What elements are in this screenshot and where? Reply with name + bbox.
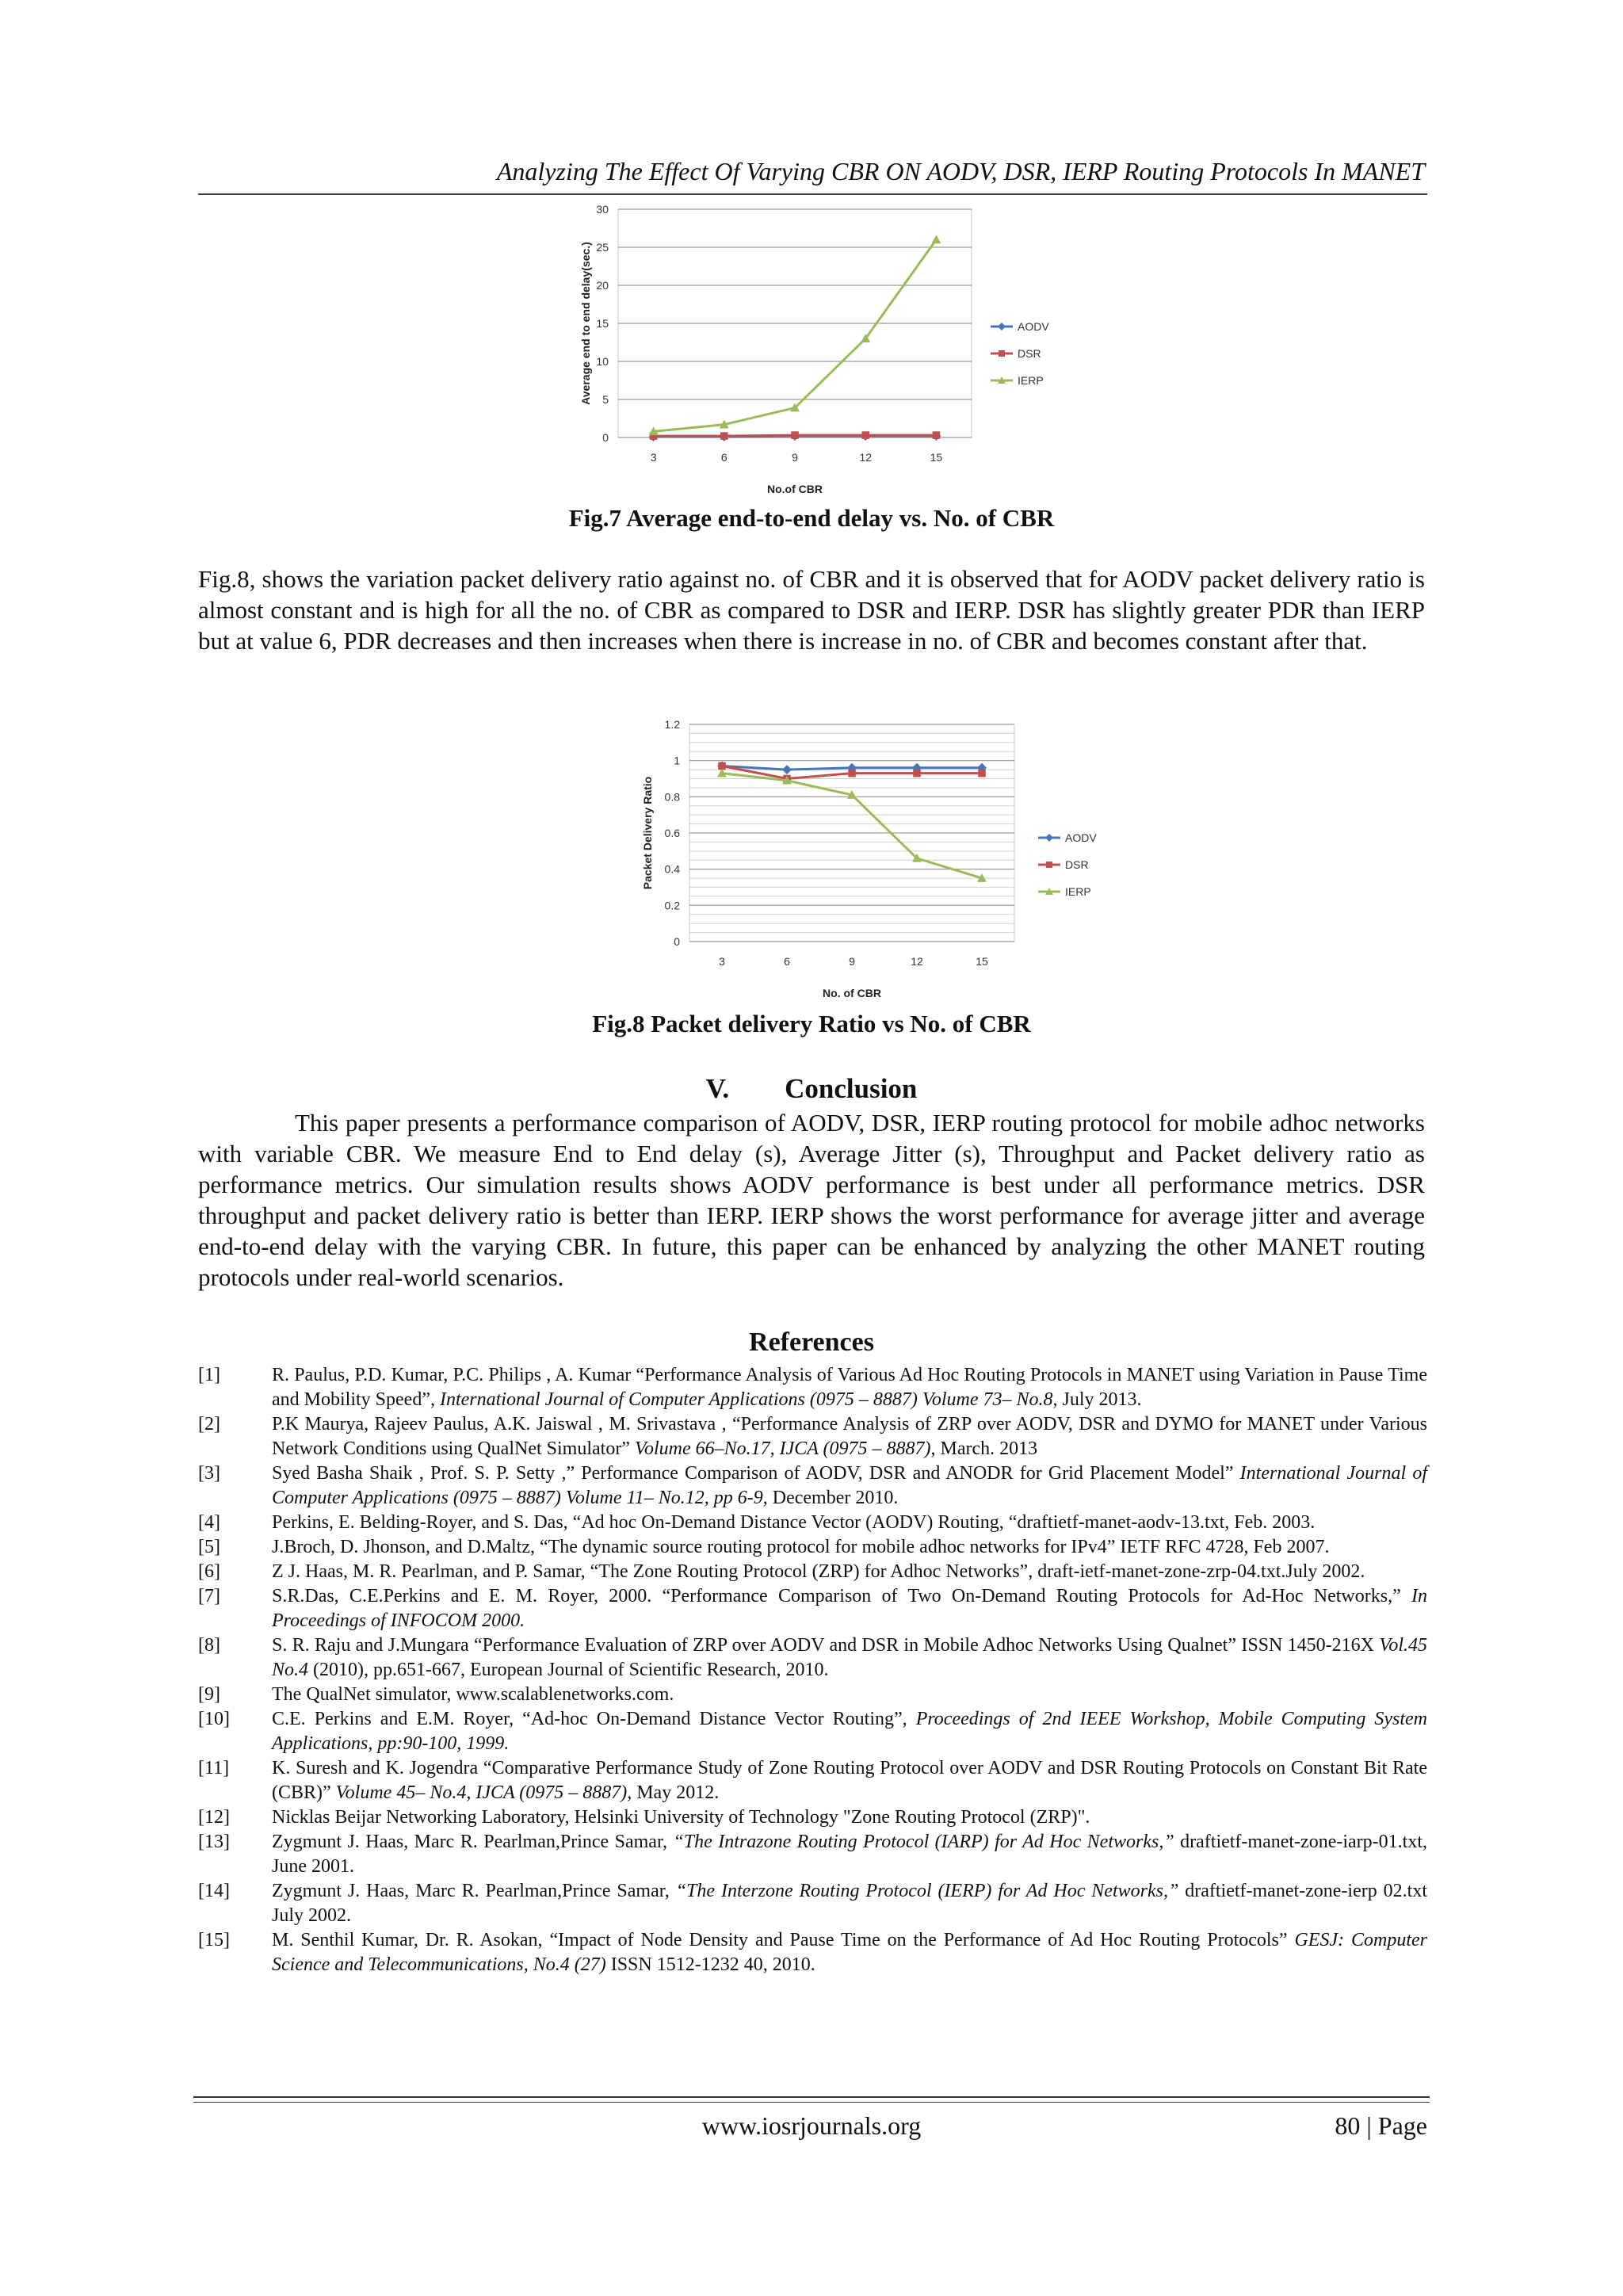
reference-italic: “The Interzone Routing Protocol (IERP) for Ad Hoc Networks,” xyxy=(675,1881,1179,1901)
reference-item xyxy=(198,1830,1427,1879)
reference-tail: July 2013. xyxy=(1057,1389,1142,1410)
reference-italic: Volume 66–No.17, IJCA (0975 – 8887), xyxy=(634,1438,936,1459)
reference-text: J.Broch, D. Jhonson, and D.Maltz, “The dynamic source routing protocol for mobile adhoc networks for IPv4” IETF RFC 4728, Feb 2007. xyxy=(272,1537,1330,1557)
y-tick-label: 0 xyxy=(674,935,680,948)
fig8-chart xyxy=(634,713,1125,1008)
y-tick-label: 25 xyxy=(596,241,609,254)
x-tick-label: 9 xyxy=(849,955,855,968)
x-tick-label: 6 xyxy=(784,955,790,968)
data-point-marker xyxy=(998,323,1006,330)
y-tick-label: 0.2 xyxy=(664,899,680,912)
reference-number: [2] xyxy=(198,1414,220,1435)
reference-text: Zygmunt J. Haas, Marc R. Pearlman,Prince Samar, xyxy=(272,1832,674,1852)
x-tick-label: 6 xyxy=(720,451,727,464)
reference-italic: “The Intrazone Routing Protocol (IARP) for Ad Hoc Networks,” xyxy=(673,1832,1174,1852)
legend-label: AODV xyxy=(1018,320,1049,333)
data-point-marker xyxy=(978,770,986,777)
reference-item xyxy=(198,1928,1427,1977)
reference-italic: International Journal of Computer Applications (0975 – 8887) Volume 11– No.12, pp 6-9, xyxy=(272,1463,1428,1508)
reference-item xyxy=(198,1511,1427,1535)
references-heading: References xyxy=(749,1328,874,1357)
reference-item xyxy=(198,1683,1427,1707)
x-tick-label: 15 xyxy=(930,451,943,464)
data-point-marker xyxy=(791,431,799,439)
reference-tail: (2010), pp.651-667, European Journal of Scientific Research, 2010. xyxy=(308,1660,829,1680)
reference-number: [7] xyxy=(198,1586,220,1606)
fig7-chart xyxy=(571,200,1078,505)
x-axis-title: No. of CBR xyxy=(823,987,881,999)
reference-number: [4] xyxy=(198,1512,220,1533)
section-title: Conclusion xyxy=(785,1073,918,1104)
legend-label: AODV xyxy=(1065,831,1097,844)
footer-rule-thin xyxy=(193,2102,1430,2103)
reference-item xyxy=(198,1879,1427,1928)
y-tick-label: 1.2 xyxy=(664,718,680,731)
reference-number: [15] xyxy=(198,1930,230,1950)
reference-text: Nicklas Beijar Networking Laboratory, Helsinki University of Technology "Zone Routing Protocol (ZRP)". xyxy=(272,1807,1090,1828)
y-tick-label: 1 xyxy=(674,754,680,767)
data-point-marker xyxy=(861,431,869,439)
reference-text: Perkins, E. Belding-Royer, and S. Das, “Ad hoc On-Demand Distance Vector (AODV) Routing, “draftietf-manet-aodv-13.txt, Feb. 2003. xyxy=(272,1512,1316,1533)
footer-page-number: 80 | Page xyxy=(1335,2111,1427,2140)
reference-text: S.R.Das, C.E.Perkins and E. M. Royer, 2000. “Performance Comparison of Two On-Demand Routing Protocols for Ad-Hoc Networks,” xyxy=(272,1586,1411,1606)
reference-tail: December 2010. xyxy=(767,1488,899,1508)
reference-text: C.E. Perkins and E.M. Royer, “Ad-hoc On-Demand Distance Vector Routing”, xyxy=(272,1709,916,1729)
x-tick-label: 12 xyxy=(911,955,923,968)
section-number: V. xyxy=(705,1073,730,1104)
reference-number: [5] xyxy=(198,1537,220,1557)
reference-item xyxy=(198,1584,1427,1633)
legend-label: IERP xyxy=(1065,885,1091,898)
reference-number: [10] xyxy=(198,1709,230,1729)
reference-item xyxy=(198,1412,1427,1461)
reference-number: [3] xyxy=(198,1463,220,1484)
y-tick-label: 0 xyxy=(602,431,609,444)
reference-item xyxy=(198,1461,1427,1511)
x-axis-title: No.of CBR xyxy=(767,483,823,495)
reference-text: P.K Maurya, Rajeev Paulus, A.K. Jaiswal , M. Srivastava , “Performance Analysis of ZRP over AODV, DSR and DYMO for MANET under Various Network Conditions using QualNet Simulator” xyxy=(272,1414,1427,1459)
y-tick-label: 0.4 xyxy=(664,862,680,876)
reference-number: [13] xyxy=(198,1832,230,1852)
legend-label: IERP xyxy=(1018,374,1044,387)
footer-url: www.iosrjournals.org xyxy=(701,2111,922,2140)
y-tick-label: 5 xyxy=(602,393,609,406)
x-tick-label: 3 xyxy=(650,451,657,464)
reference-text: M. Senthil Kumar, Dr. R. Asokan, “Impact of Node Density and Pause Time on the Performance of Ad Hoc Routing Protocols” xyxy=(272,1930,1295,1950)
data-point-marker xyxy=(1046,861,1052,868)
data-point-marker xyxy=(848,770,856,777)
y-axis-title: Average end to end delay(sec.) xyxy=(579,242,592,405)
legend-label: DSR xyxy=(1065,858,1089,871)
reference-italic: International Journal of Computer Applications (0975 – 8887) Volume 73– No.8, xyxy=(439,1389,1058,1410)
fig7-caption: Fig.7 Average end-to-end delay vs. No. of CBR xyxy=(568,504,1055,532)
reference-italic: Proceedings of 2nd IEEE Workshop, Mobile Computing System Applications, pp:90-100, 1999. xyxy=(272,1709,1427,1754)
fig8-svg xyxy=(634,713,1125,1008)
reference-text: S. R. Raju and J.Mungara “Performance Evaluation of ZRP over AODV and DSR in Mobile Adhoc Networks Using Qualnet” ISSN 1450-216X xyxy=(272,1635,1380,1656)
running-head: Analyzing The Effect Of Varying CBR ON AODV, DSR, IERP Routing Protocols In MANET xyxy=(496,157,1425,185)
y-axis-title: Packet Delivery Ratio xyxy=(641,776,654,890)
reference-tail: ISSN 1512-1232 40, 2010. xyxy=(605,1954,815,1975)
data-point-marker xyxy=(1045,834,1053,842)
reference-item xyxy=(198,1756,1427,1805)
reference-text: Z J. Haas, M. R. Pearlman, and P. Samar, “The Zone Routing Protocol (ZRP) for Adhoc Networks”, draft-ietf-manet-zone-zrp-04.txt.July 2002. xyxy=(272,1561,1365,1582)
reference-number: [9] xyxy=(198,1684,220,1705)
footer-rule xyxy=(193,2096,1430,2098)
conclusion-paragraph: This paper presents a performance comparison of AODV, DSR, IERP routing protocol for mobile adhoc networks with variable CBR. We measure End to End delay (s), Average Jitter (s), Throughput and Packet delivery ratio as performance metrics. Our simulation results shows AODV performance is best under all performance metrics. DSR throughput and packet delivery ratio is better than IERP. IERP shows the worst performance for average jitter and average end-to-end delay with the varying CBR. In future, this paper can be enhanced by analyzing the other MANET routing protocols under real-world scenarios. xyxy=(198,1109,1425,1291)
reference-number: [12] xyxy=(198,1807,230,1828)
reference-tail: draftietf-manet-zone-ierp 02.txt July 2002. xyxy=(272,1881,1428,1926)
reference-item xyxy=(198,1535,1427,1560)
fig8-caption: Fig.8 Packet delivery Ratio vs No. of CBR xyxy=(592,1010,1031,1037)
references-list xyxy=(198,1363,1427,1977)
legend-label: DSR xyxy=(1018,347,1041,360)
reference-number: [1] xyxy=(198,1365,220,1385)
reference-text: The QualNet simulator, www.scalablenetworks.com. xyxy=(272,1684,674,1705)
y-tick-label: 0.8 xyxy=(664,790,680,804)
reference-text: Syed Basha Shaik , Prof. S. P. Setty ,” Performance Comparison of AODV, DSR and ANODR for Grid Placement Model” xyxy=(272,1463,1240,1484)
reference-item xyxy=(198,1560,1427,1584)
reference-tail: draftietf-manet-zone-iarp-01.txt, June 2001. xyxy=(272,1832,1427,1877)
reference-item xyxy=(198,1707,1427,1756)
reference-number: [6] xyxy=(198,1561,220,1582)
data-point-marker xyxy=(720,432,728,440)
reference-italic: Vol.45 No.4 xyxy=(272,1635,1427,1680)
y-tick-label: 0.6 xyxy=(664,827,680,839)
reference-number: [11] xyxy=(198,1758,230,1778)
fig7-svg xyxy=(571,200,1078,505)
y-tick-label: 15 xyxy=(596,317,609,330)
reference-number: [8] xyxy=(198,1635,220,1656)
header-rule xyxy=(198,193,1427,195)
fig8-paragraph: Fig.8, shows the variation packet delivery ratio against no. of CBR and it is observed that for AODV packet delivery ratio is almost constant and is high for all the no. of CBR as compared to DSR and IERP. DSR has slightly greater PDR than IERP but at value 6, PDR decreases and then increases when there is increase in no. of CBR and becomes constant after that. xyxy=(198,565,1425,655)
reference-number: [14] xyxy=(198,1881,230,1901)
data-point-marker xyxy=(913,770,921,777)
data-point-marker xyxy=(999,350,1005,357)
reference-tail: May 2012. xyxy=(632,1782,720,1803)
reference-item xyxy=(198,1633,1427,1683)
x-tick-label: 9 xyxy=(792,451,798,464)
y-tick-label: 30 xyxy=(596,203,609,216)
reference-tail: March. 2013 xyxy=(935,1438,1038,1459)
reference-text: Zygmunt J. Haas, Marc R. Pearlman,Prince Samar, xyxy=(272,1881,676,1901)
reference-italic: GESJ: Computer Science and Telecommunications, No.4 (27) xyxy=(272,1930,1428,1975)
reference-item xyxy=(198,1363,1427,1412)
reference-italic: In Proceedings of INFOCOM 2000. xyxy=(272,1586,1427,1631)
x-tick-label: 15 xyxy=(976,955,988,968)
data-point-marker xyxy=(933,431,941,439)
x-tick-label: 3 xyxy=(719,955,725,968)
reference-text: R. Paulus, P.D. Kumar, P.C. Philips , A. Kumar “Performance Analysis of Various Ad Hoc Routing Protocols in MANET using Variation in Pause Time and Mobility Speed”, xyxy=(272,1365,1427,1410)
x-tick-label: 12 xyxy=(859,451,872,464)
reference-text: K. Suresh and K. Jogendra “Comparative Performance Study of Zone Routing Protocol over AODV and DSR Routing Protocols on Constant Bit Rate (CBR)” xyxy=(272,1758,1427,1803)
y-tick-label: 10 xyxy=(596,355,609,368)
reference-italic: Volume 45– No.4, IJCA (0975 – 8887), xyxy=(335,1782,632,1803)
section-heading xyxy=(198,1072,1425,1106)
reference-item xyxy=(198,1805,1427,1830)
y-tick-label: 20 xyxy=(596,279,609,292)
